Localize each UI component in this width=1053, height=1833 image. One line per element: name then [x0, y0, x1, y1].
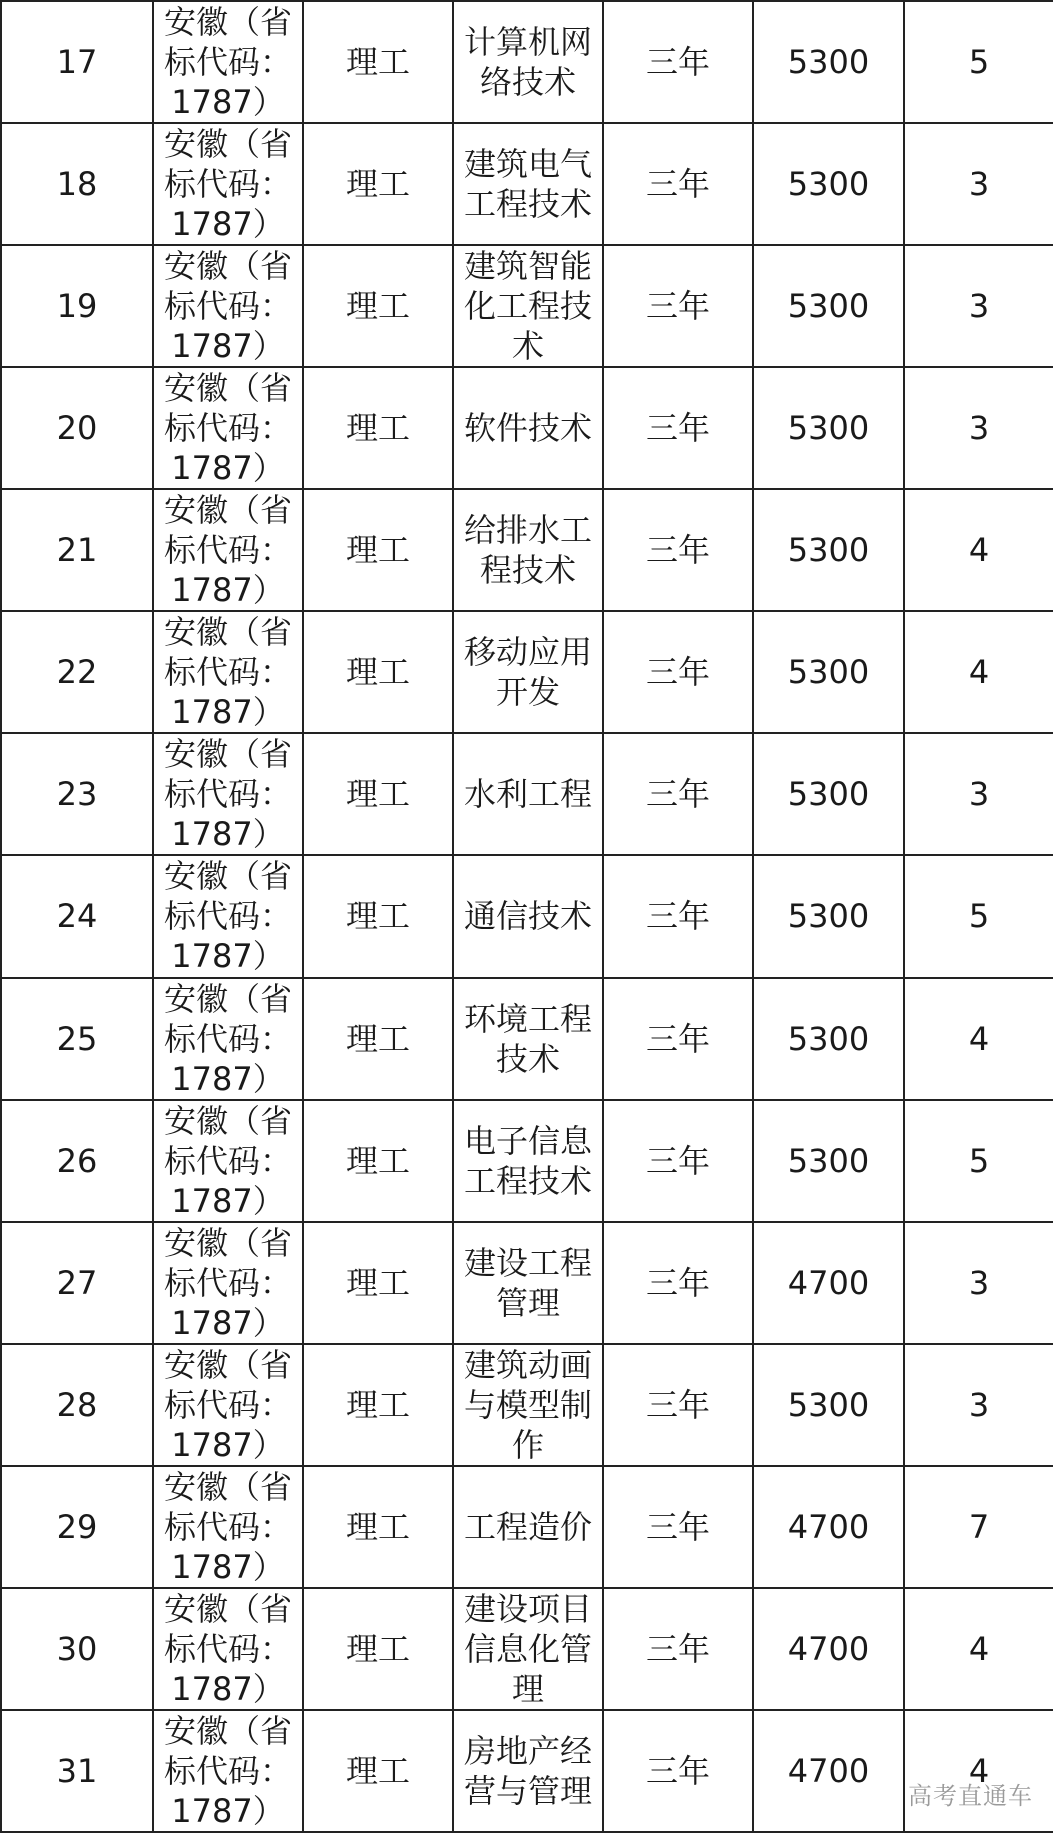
category-cell: 理工 — [303, 855, 453, 977]
quota-cell: 3 — [904, 367, 1053, 489]
fee-cell: 4700 — [753, 1222, 904, 1344]
category-cell: 理工 — [303, 123, 453, 245]
row-number-cell: 27 — [1, 1222, 153, 1344]
row-number-cell: 17 — [1, 1, 153, 123]
major-cell-line: 通信技术 — [463, 897, 592, 936]
region-cell-line: 安徽（省 — [163, 979, 292, 1018]
quota-cell: 4 — [904, 1710, 1053, 1832]
category-cell: 理工 — [303, 733, 453, 855]
region-cell — [153, 367, 303, 489]
table-row — [1, 611, 1053, 733]
major-cell-line: 化工程技 — [463, 287, 592, 326]
region-cell-line: 1787） — [171, 205, 285, 244]
duration-cell: 三年 — [603, 1344, 753, 1466]
major-cell-line: 络技术 — [479, 63, 576, 102]
category-cell: 理工 — [303, 1588, 453, 1710]
fee-cell: 5300 — [753, 367, 904, 489]
region-cell — [153, 245, 303, 367]
fee-cell: 4700 — [753, 1710, 904, 1832]
major-cell — [453, 1710, 603, 1832]
fee-cell: 5300 — [753, 489, 904, 611]
category-cell: 理工 — [303, 1710, 453, 1832]
row-number-cell: 20 — [1, 367, 153, 489]
fee-cell: 5300 — [753, 1344, 904, 1466]
region-cell-line: 标代码： — [163, 43, 292, 82]
region-cell-line: 安徽（省 — [163, 1345, 292, 1384]
major-cell-line: 工程造价 — [463, 1507, 592, 1546]
major-cell-line: 环境工程 — [463, 999, 592, 1038]
quota-cell: 3 — [904, 1222, 1053, 1344]
category-cell: 理工 — [303, 489, 453, 611]
duration-cell: 三年 — [603, 1, 753, 123]
duration-cell: 三年 — [603, 855, 753, 977]
major-cell-line: 术 — [511, 327, 544, 366]
region-cell-line: 安徽（省 — [163, 491, 292, 530]
region-cell-line: 标代码： — [163, 775, 292, 814]
region-cell — [153, 1100, 303, 1222]
quota-cell: 7 — [904, 1466, 1053, 1588]
fee-cell: 5300 — [753, 611, 904, 733]
category-cell: 理工 — [303, 367, 453, 489]
region-cell — [153, 733, 303, 855]
quota-cell: 5 — [904, 1100, 1053, 1222]
region-cell — [153, 1710, 303, 1832]
major-cell-line: 程技术 — [479, 551, 576, 590]
category-cell: 理工 — [303, 1344, 453, 1466]
fee-cell: 5300 — [753, 855, 904, 977]
row-number-cell: 18 — [1, 123, 153, 245]
major-cell — [453, 611, 603, 733]
table-row — [1, 855, 1053, 977]
region-cell — [153, 1344, 303, 1466]
quota-cell: 5 — [904, 855, 1053, 977]
quota-cell: 3 — [904, 733, 1053, 855]
major-cell-line: 工程技术 — [463, 185, 592, 224]
region-cell-line: 1787） — [171, 1303, 285, 1342]
major-cell-line: 建筑电气 — [463, 145, 592, 184]
major-cell-line: 给排水工 — [463, 511, 592, 550]
major-cell — [453, 123, 603, 245]
region-cell — [153, 1, 303, 123]
fee-cell: 5300 — [753, 733, 904, 855]
category-cell: 理工 — [303, 1466, 453, 1588]
region-cell-line: 标代码： — [163, 1751, 292, 1790]
region-cell-line: 标代码： — [163, 1385, 292, 1424]
watermark: 高考直通车 — [908, 1782, 1033, 1810]
major-cell — [453, 1, 603, 123]
region-cell-line: 安徽（省 — [163, 125, 292, 164]
region-cell-line: 1787） — [171, 1059, 285, 1098]
region-cell-line: 安徽（省 — [163, 1711, 292, 1750]
major-cell-line: 作 — [511, 1425, 544, 1464]
major-cell-line: 建筑智能 — [463, 247, 592, 286]
fee-cell: 5300 — [753, 1100, 904, 1222]
table-row — [1, 978, 1053, 1100]
region-cell-line: 安徽（省 — [163, 369, 292, 408]
region-cell-line: 1787） — [171, 327, 285, 366]
major-cell — [453, 1100, 603, 1222]
table-row — [1, 1344, 1053, 1466]
row-number-cell: 22 — [1, 611, 153, 733]
region-cell-line: 安徽（省 — [163, 613, 292, 652]
major-cell — [453, 1222, 603, 1344]
major-cell-line: 水利工程 — [463, 775, 592, 814]
region-cell-line: 标代码： — [163, 1507, 292, 1546]
duration-cell: 三年 — [603, 611, 753, 733]
major-cell-line: 与模型制 — [463, 1385, 592, 1424]
table-row — [1, 1710, 1053, 1832]
major-cell — [453, 1344, 603, 1466]
major-cell-line: 管理 — [495, 1283, 560, 1322]
fee-cell: 4700 — [753, 1466, 904, 1588]
table-row — [1, 1466, 1053, 1588]
region-cell — [153, 611, 303, 733]
duration-cell: 三年 — [603, 123, 753, 245]
major-cell — [453, 489, 603, 611]
fee-cell: 5300 — [753, 123, 904, 245]
region-cell-line: 安徽（省 — [163, 857, 292, 896]
row-number-cell: 26 — [1, 1100, 153, 1222]
region-cell-line: 1787） — [171, 815, 285, 854]
quota-cell: 3 — [904, 1344, 1053, 1466]
major-cell-line: 建设工程 — [463, 1243, 592, 1282]
major-cell — [453, 1588, 603, 1710]
row-number-cell: 30 — [1, 1588, 153, 1710]
fee-cell: 5300 — [753, 1, 904, 123]
row-number-cell: 28 — [1, 1344, 153, 1466]
major-cell-line: 移动应用 — [463, 633, 592, 672]
quota-cell: 4 — [904, 978, 1053, 1100]
duration-cell: 三年 — [603, 245, 753, 367]
table-row — [1, 733, 1053, 855]
duration-cell: 三年 — [603, 1710, 753, 1832]
major-cell-line: 建筑动画 — [463, 1345, 592, 1384]
major-cell — [453, 855, 603, 977]
major-cell-line: 信息化管 — [463, 1629, 592, 1668]
table-row — [1, 123, 1053, 245]
category-cell: 理工 — [303, 245, 453, 367]
category-cell: 理工 — [303, 1222, 453, 1344]
quota-cell: 3 — [904, 245, 1053, 367]
region-cell-line: 标代码： — [163, 1141, 292, 1180]
major-cell-line: 开发 — [495, 673, 560, 712]
major-cell-line: 建设项目 — [463, 1589, 592, 1628]
region-cell — [153, 1222, 303, 1344]
major-cell — [453, 367, 603, 489]
fee-cell: 4700 — [753, 1588, 904, 1710]
table-row — [1, 1588, 1053, 1710]
major-cell-line: 技术 — [495, 1039, 560, 1078]
region-cell-line: 标代码： — [163, 1629, 292, 1668]
table-row — [1, 1100, 1053, 1222]
table-row — [1, 367, 1053, 489]
row-number-cell: 25 — [1, 978, 153, 1100]
row-number-cell: 23 — [1, 733, 153, 855]
row-number-cell: 19 — [1, 245, 153, 367]
major-cell — [453, 978, 603, 1100]
region-cell-line: 安徽（省 — [163, 1467, 292, 1506]
table-row — [1, 489, 1053, 611]
region-cell — [153, 123, 303, 245]
region-cell-line: 标代码： — [163, 409, 292, 448]
region-cell — [153, 978, 303, 1100]
duration-cell: 三年 — [603, 1588, 753, 1710]
region-cell-line: 标代码： — [163, 287, 292, 326]
region-cell — [153, 1588, 303, 1710]
region-cell-line: 安徽（省 — [163, 1589, 292, 1628]
region-cell-line: 1787） — [171, 571, 285, 610]
row-number-cell: 21 — [1, 489, 153, 611]
duration-cell: 三年 — [603, 1466, 753, 1588]
region-cell-line: 1787） — [171, 83, 285, 122]
table-row — [1, 1, 1053, 123]
region-cell-line: 标代码： — [163, 1263, 292, 1302]
duration-cell: 三年 — [603, 1100, 753, 1222]
region-cell-line: 1787） — [171, 1791, 285, 1830]
category-cell: 理工 — [303, 1100, 453, 1222]
category-cell: 理工 — [303, 611, 453, 733]
region-cell-line: 1787） — [171, 693, 285, 732]
duration-cell: 三年 — [603, 733, 753, 855]
region-cell-line: 1787） — [171, 1547, 285, 1586]
quota-cell: 4 — [904, 489, 1053, 611]
major-cell-line: 工程技术 — [463, 1161, 592, 1200]
region-cell — [153, 855, 303, 977]
region-cell-line: 安徽（省 — [163, 247, 292, 286]
region-cell-line: 标代码： — [163, 1019, 292, 1058]
region-cell-line: 安徽（省 — [163, 735, 292, 774]
major-cell — [453, 245, 603, 367]
major-cell-line: 计算机网 — [463, 23, 592, 62]
quota-cell: 4 — [904, 611, 1053, 733]
row-number-cell: 24 — [1, 855, 153, 977]
row-number-cell: 31 — [1, 1710, 153, 1832]
region-cell-line: 1787） — [171, 449, 285, 488]
table-row — [1, 1222, 1053, 1344]
region-cell-line: 标代码： — [163, 165, 292, 204]
region-cell-line: 标代码： — [163, 653, 292, 692]
region-cell — [153, 489, 303, 611]
quota-cell: 3 — [904, 123, 1053, 245]
region-cell-line: 标代码： — [163, 531, 292, 570]
major-cell — [453, 733, 603, 855]
region-cell-line: 安徽（省 — [163, 1223, 292, 1262]
duration-cell: 三年 — [603, 489, 753, 611]
fee-cell: 5300 — [753, 245, 904, 367]
duration-cell: 三年 — [603, 367, 753, 489]
category-cell: 理工 — [303, 978, 453, 1100]
major-cell — [453, 1466, 603, 1588]
duration-cell: 三年 — [603, 1222, 753, 1344]
major-cell-line: 软件技术 — [463, 409, 592, 448]
quota-cell: 4 — [904, 1588, 1053, 1710]
region-cell-line: 安徽（省 — [163, 3, 292, 42]
region-cell-line: 1787） — [171, 1181, 285, 1220]
region-cell-line: 标代码： — [163, 897, 292, 936]
region-cell-line: 1787） — [171, 937, 285, 976]
row-number-cell: 29 — [1, 1466, 153, 1588]
quota-cell: 5 — [904, 1, 1053, 123]
region-cell — [153, 1466, 303, 1588]
major-cell-line: 营与管理 — [463, 1771, 592, 1810]
major-cell-line: 理 — [511, 1669, 544, 1708]
region-cell-line: 1787） — [171, 1425, 285, 1464]
table-row — [1, 245, 1053, 367]
major-cell-line: 房地产经 — [463, 1731, 592, 1770]
duration-cell: 三年 — [603, 978, 753, 1100]
fee-cell: 5300 — [753, 978, 904, 1100]
major-cell-line: 电子信息 — [463, 1121, 592, 1160]
category-cell: 理工 — [303, 1, 453, 123]
region-cell-line: 1787） — [171, 1669, 285, 1708]
region-cell-line: 安徽（省 — [163, 1101, 292, 1140]
